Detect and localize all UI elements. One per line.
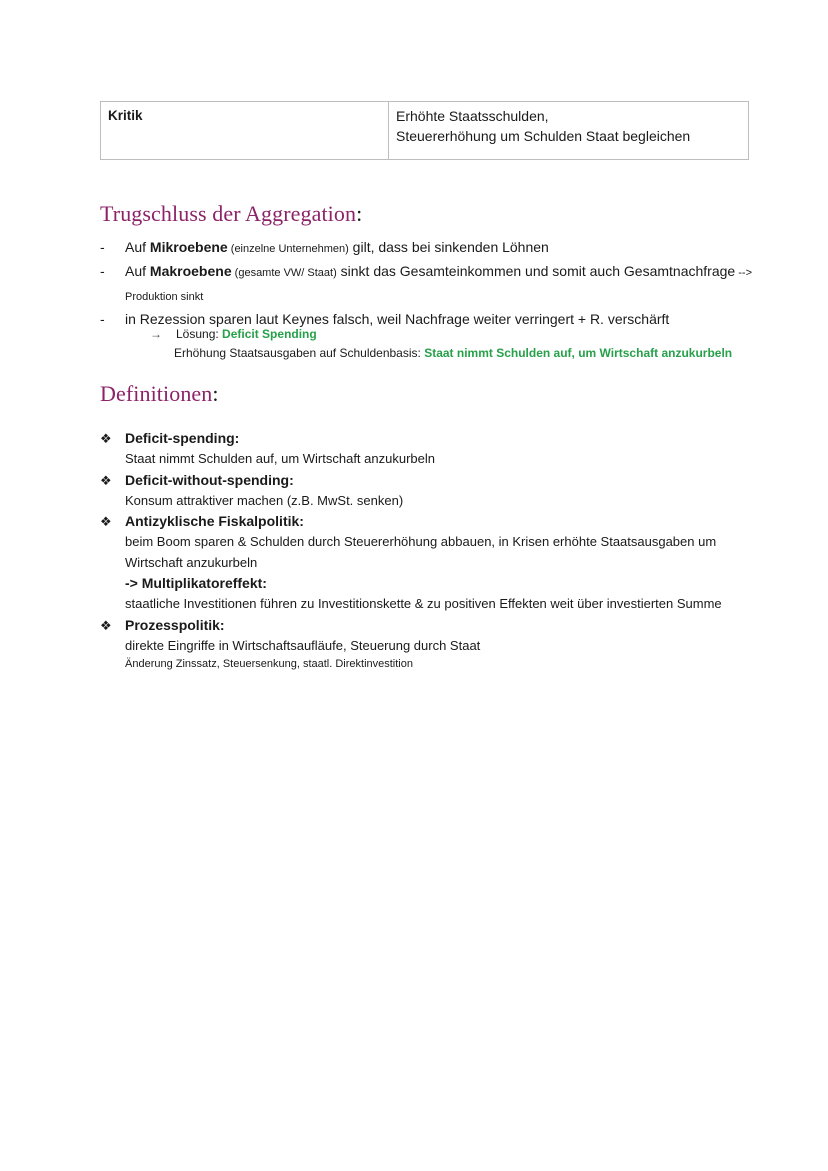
item-text: sinkt das Gesamteinkommen und somit auch Gesamtnachfrage — [336, 263, 736, 279]
definitions-list — [100, 428, 750, 672]
solution-green-text: Staat nimmt Schulden auf, um Wirtschaft anzukurbeln — [424, 346, 733, 360]
table-cell-content — [389, 102, 749, 160]
definition-term: Deficit-spending: — [125, 430, 240, 446]
table-cell-label — [101, 102, 389, 160]
kritik-line-1: Erhöhte Staatsschulden, — [396, 108, 549, 124]
list-item — [100, 260, 800, 308]
item-pre: Auf — [125, 263, 150, 279]
solution-line-1 — [150, 325, 810, 344]
definition-note: Änderung Zinssatz, Steuersenkung, staatl. Direktinvestition — [125, 658, 413, 670]
solution-line-2 — [150, 344, 810, 363]
diamond-bullet-icon: ❖ — [100, 617, 112, 633]
item-pre: Auf — [125, 239, 150, 255]
definition-text: Staat nimmt Schulden auf, um Wirtschaft anzukurbeln — [125, 451, 435, 466]
diamond-bullet-icon: ❖ — [100, 431, 112, 446]
item-text: in Rezession sparen laut Keynes falsch, weil Nachfrage weiter verringert + R. verschärft — [125, 311, 670, 327]
kritik-line-2: Steuererhöhung um Schulden Staat begleichen — [396, 128, 691, 144]
arrow-right-icon: → — [150, 327, 162, 341]
list-item — [100, 236, 800, 260]
dash-bullet: - — [100, 311, 105, 327]
diamond-bullet-icon: ❖ — [100, 514, 112, 529]
heading-text: Trugschluss der Aggregation — [100, 201, 357, 226]
item-small-2: --> Produktion sinkt — [125, 267, 752, 303]
item-text: gilt, dass bei sinkenden Löhnen — [348, 239, 549, 255]
item-small: (gesamte VW/ Staat) — [231, 267, 337, 279]
list-item — [100, 615, 750, 673]
definition-text: Konsum attraktiver machen (z.B. MwSt. senken) — [125, 492, 404, 508]
solution-text: Erhöhung Staatsausgaben auf Schuldenbasis: — [174, 346, 425, 360]
kritik-table — [100, 101, 749, 160]
dash-bullet: - — [100, 239, 105, 255]
item-term: Mikroebene — [149, 239, 228, 255]
definition-text: beim Boom sparen & Schulden durch Steuererhöhung abbauen, in Krisen erhöhte Staatsausgaben um Wirtschaft anzukurbeln — [125, 534, 717, 570]
definition-term: Antizyklische Fiskalpolitik: — [125, 513, 304, 529]
heading-colon: : — [212, 381, 219, 406]
definition-term: Prozesspolitik: — [125, 616, 225, 633]
item-small: (einzelne Unternehmen) — [227, 243, 349, 255]
kritik-label: Kritik — [108, 108, 143, 123]
heading-text: Definitionen — [100, 381, 213, 406]
definition-text: direkte Eingriffe in Wirtschaftsaufläufe, Steuerung durch Staat — [125, 637, 481, 653]
solution-block — [150, 325, 810, 363]
section-heading-trugschluss — [100, 201, 362, 227]
definition-term: Deficit-without-spending: — [125, 471, 294, 488]
table-row — [101, 102, 749, 160]
solution-term: Deficit Spending — [222, 327, 317, 341]
item-term: Makroebene — [149, 263, 232, 279]
section-heading-definitionen — [100, 381, 219, 407]
list-item — [100, 428, 750, 470]
diamond-bullet-icon: ❖ — [100, 472, 112, 488]
list-item — [100, 470, 750, 512]
list-item — [100, 511, 750, 615]
definition-subtext: staatliche Investitionen führen zu Investitionskette & zu positiven Effekten weit über investierten Summe — [125, 596, 722, 611]
trugschluss-list — [100, 236, 800, 330]
definition-subterm: -> Multiplikatoreffekt: — [125, 575, 267, 591]
solution-label: Lösung: — [176, 327, 223, 341]
heading-colon: : — [356, 201, 363, 226]
dash-bullet: - — [100, 263, 105, 279]
